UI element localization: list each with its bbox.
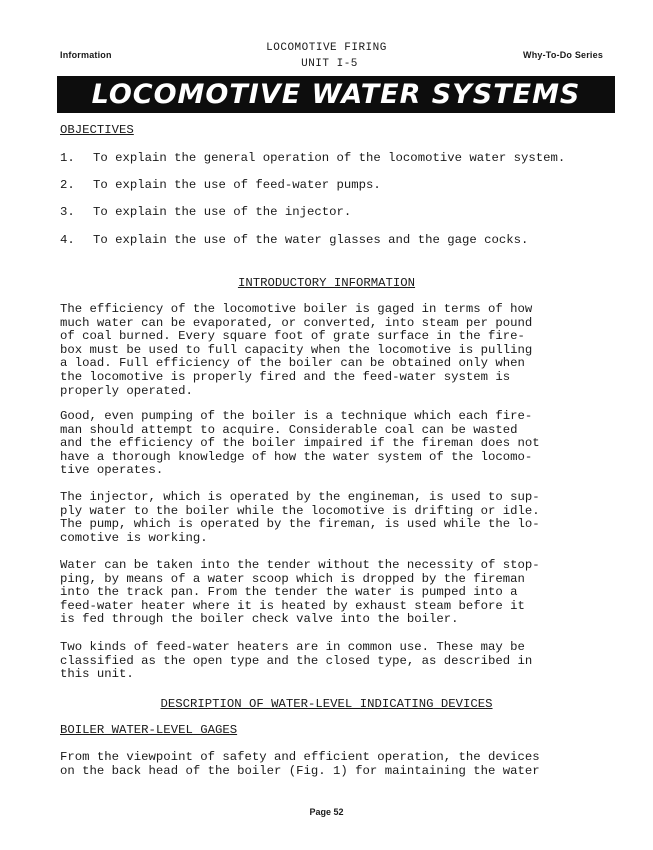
- title-banner: LOCOMOTIVE WATER SYSTEMS: [57, 76, 615, 113]
- objective-text: To explain the use of feed-water pumps.: [93, 178, 381, 192]
- objective-number: 1.: [60, 151, 75, 165]
- text-line: classified as the open type and the closed type, as described in: [60, 653, 533, 668]
- header-unit-number: UNIT I-5: [301, 58, 358, 70]
- text-line: much water can be evaporated, or converted, into steam per pound: [60, 315, 533, 330]
- text-line: this unit.: [60, 667, 134, 682]
- objective-item: [60, 205, 351, 219]
- text-line: box must be used to full capacity when the locomotive is pulling: [60, 342, 533, 357]
- intro-heading: INTRODUCTORY INFORMATION: [237, 276, 416, 290]
- text-line: The efficiency of the locomotive boiler is gaged in terms of how: [60, 302, 533, 316]
- header-left-label: Information: [60, 50, 112, 60]
- objective-number: 4.: [60, 233, 75, 247]
- intro-paragraph-5: [60, 641, 532, 682]
- text-line: The pump, which is operated by the fireman, is used while the lo-: [60, 517, 540, 532]
- objective-number: 3.: [60, 205, 75, 219]
- text-line: Good, even pumping of the boiler is a technique which each fire-: [60, 409, 533, 423]
- description-heading: DESCRIPTION OF WATER-LEVEL INDICATING DEVICES: [160, 697, 493, 711]
- objective-item: [60, 233, 528, 247]
- gages-paragraph: [60, 751, 540, 778]
- text-line: is fed through the boiler check valve into the boiler.: [60, 612, 459, 627]
- text-line: and the efficiency of the boiler impaired if the fireman does not: [60, 436, 540, 451]
- objective-number: 2.: [60, 178, 75, 192]
- intro-paragraph-4: [60, 559, 540, 627]
- text-line: on the back head of the boiler (Fig. 1) for maintaining the water: [60, 763, 540, 778]
- objective-text: To explain the use of the water glasses and the gage cocks.: [93, 233, 529, 247]
- text-line: a load. Full efficiency of the boiler can be obtained only when: [60, 356, 525, 371]
- page-number: Page 52: [309, 807, 344, 817]
- text-line: of coal burned. Every square foot of grate surface in the fire-: [60, 329, 525, 344]
- gages-subheading: BOILER WATER-LEVEL GAGES: [60, 723, 238, 737]
- text-line: Water can be taken into the tender without the necessity of stop-: [60, 558, 540, 572]
- text-line: comotive is working.: [60, 530, 208, 545]
- objective-text: To explain the general operation of the locomotive water system.: [93, 151, 566, 165]
- objective-text: To explain the use of the injector.: [93, 205, 352, 219]
- intro-paragraph-2: [60, 410, 540, 478]
- text-line: The injector, which is operated by the engineman, is used to sup-: [60, 490, 540, 504]
- text-line: tive operates.: [60, 463, 164, 478]
- text-line: man should attempt to acquire. Considerable coal can be wasted: [60, 422, 518, 437]
- intro-paragraph-1: [60, 303, 532, 398]
- objectives-heading: OBJECTIVES: [60, 123, 134, 137]
- text-line: feed-water heater where it is heated by exhaust steam before it: [60, 598, 525, 613]
- header-course-title: LOCOMOTIVE FIRING: [266, 42, 387, 54]
- intro-paragraph-3: [60, 491, 540, 545]
- header-right-label: Why-To-Do Series: [523, 50, 604, 60]
- text-line: ping, by means of a water scoop which is dropped by the fireman: [60, 571, 525, 586]
- text-line: into the track pan. From the tender the water is pumped into a: [60, 585, 518, 600]
- objective-item: [60, 151, 565, 165]
- text-line: Two kinds of feed-water heaters are in common use. These may be: [60, 640, 525, 654]
- text-line: From the viewpoint of safety and efficient operation, the devices: [60, 750, 540, 764]
- text-line: the locomotive is properly fired and the feed-water system is: [60, 369, 511, 384]
- text-line: have a thorough knowledge of how the water system of the locomo-: [60, 449, 533, 464]
- objective-item: [60, 178, 381, 192]
- text-line: ply water to the boiler while the locomotive is drifting or idle.: [60, 503, 540, 518]
- text-line: properly operated.: [60, 383, 193, 398]
